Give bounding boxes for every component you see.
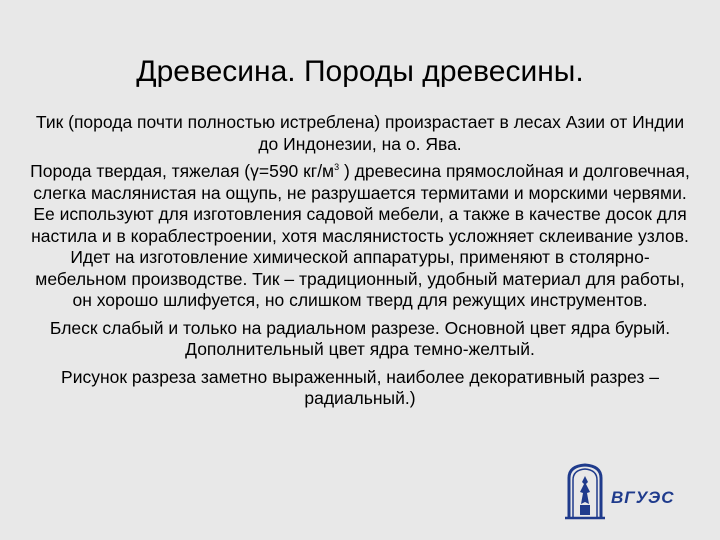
university-emblem-icon [563, 462, 607, 520]
university-logo [563, 462, 673, 522]
paragraph-teak-properties [30, 161, 690, 312]
properties-text-rest: ) древесина прямослойная и долговечная, слегка маслянистая на ощупь, не разрушается термитами и морскими червями. Ее используют для изготовления садовой мебели, а также в качестве досок для настила и в кораблестроении, хотя маслянистость усложняет склеивание узлов. Идет на изготовление химической аппаратуры, применяют в столярно-мебельном производстве. Тик – традиционный, удобный материал для работы, он хорошо шлифуется, но слишком тверд для режущих инструментов. [31, 161, 690, 310]
properties-text-start: Порода твердая, тяжелая (γ=590 кг/м [30, 161, 335, 181]
paragraph-cut-pattern: Рисунок разреза заметно выраженный, наиболее декоративный разрез – радиальный.) [61, 366, 659, 408]
slide-title: Древесина. Породы древесины. [136, 55, 584, 88]
slide-body [30, 112, 690, 416]
paragraph-teak-origin: Тик (порода почти полностью истреблена) произрастает в лесах Азии от Индии до Индонезии, на о. Ява. [35, 112, 685, 154]
density-unit-exponent: 3 [334, 162, 340, 173]
university-logo-text: ВГУЭС [611, 488, 675, 507]
paragraph-luster-color: Блеск слабый и только на радиальном разрезе. Основной цвет ядра бурый. Дополнительный цвет ядра темно-желтый. [49, 317, 671, 359]
